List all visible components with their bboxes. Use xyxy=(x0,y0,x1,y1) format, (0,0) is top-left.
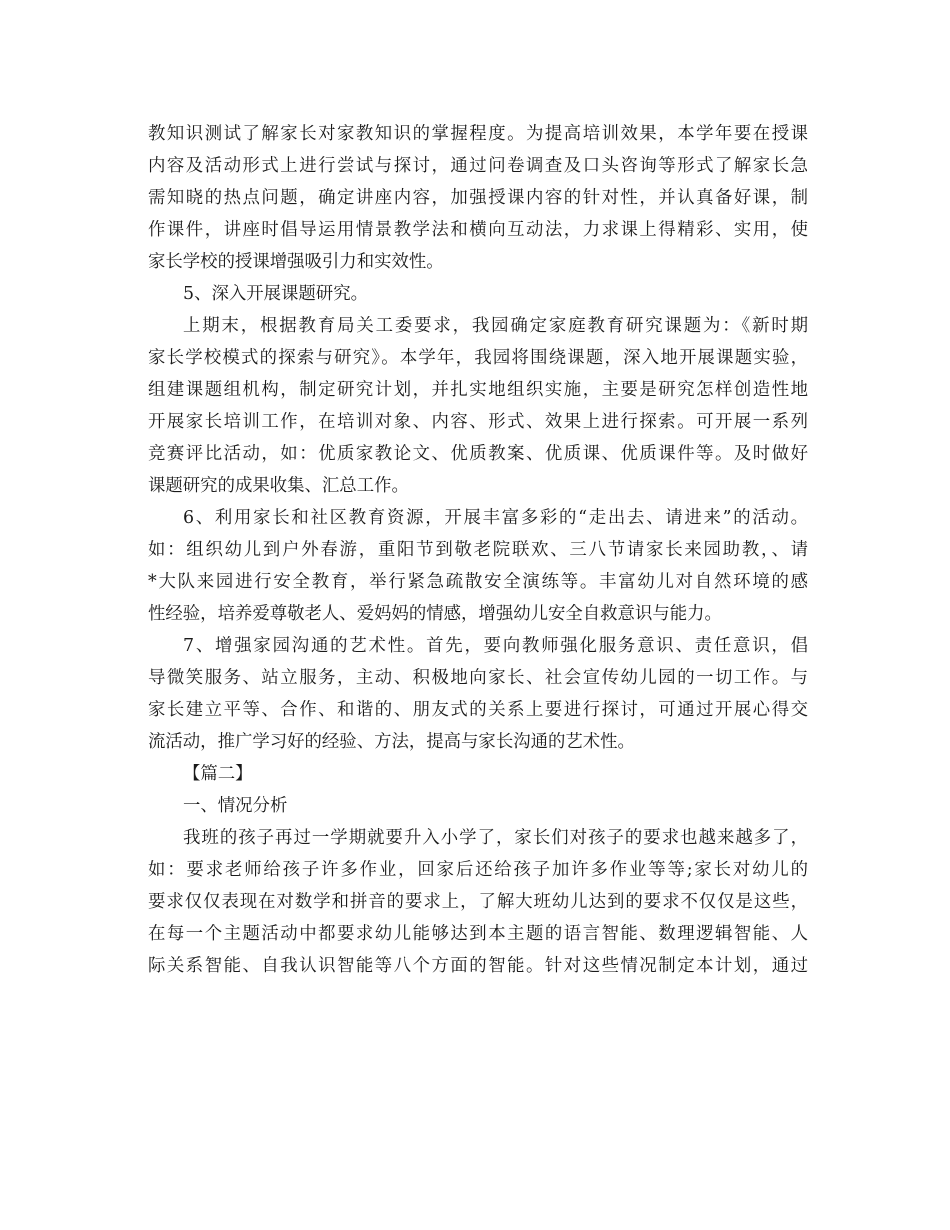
text-line: 开展家长培训工作，在培训对象、内容、形式、效果上进行探索。可开展一系列 xyxy=(148,412,808,432)
text-line: 6、利用家长和社区教育资源，开展丰富多彩的“走出去、请进来”的活动。 xyxy=(183,508,808,528)
text-line: 需知晓的热点问题，确定讲座内容，加强授课内容的针对性，并认真备好课，制 xyxy=(148,188,808,208)
text-line: 如：要求老师给孩子许多作业，回家后还给孩子加许多作业等等;家长对幼儿的 xyxy=(148,860,808,880)
text-line: 在每一个主题活动中都要求幼儿能够达到本主题的语言智能、数理逻辑智能、人 xyxy=(148,924,808,944)
text-line: 要求仅仅表现在对数学和拼音的要求上，了解大班幼儿达到的要求不仅仅是这些， xyxy=(148,892,808,912)
text-line: *大队来园进行安全教育，举行紧急疏散安全演练等。丰富幼儿对自然环境的感 xyxy=(148,572,808,592)
text-line: 流活动，推广学习好的经验、方法，提高与家长沟通的艺术性。 xyxy=(148,732,635,752)
text-line: 家长学校模式的探索与研究》。本学年，我园将围绕课题，深入地开展课题实验， xyxy=(148,348,808,368)
text-line: 性经验，培养爱尊敬老人、爱妈妈的情感，增强幼儿安全自救意识与能力。 xyxy=(148,604,722,624)
text-line: 教知识测试了解家长对家教知识的掌握程度。为提高培训效果，本学年要在授课 xyxy=(148,124,808,144)
text-line: 课题研究的成果收集、汇总工作。 xyxy=(148,476,409,496)
document-body xyxy=(148,118,808,982)
text-line: 上期末，根据教育局关工委要求，我园确定家庭教育研究课题为：《新时期 xyxy=(183,316,808,336)
text-line: 竞赛评比活动，如：优质家教论文、优质教案、优质课、优质课件等。及时做好 xyxy=(148,444,808,464)
text-line: 【篇二】 xyxy=(183,764,253,784)
text-line: 际关系智能、自我认识智能等八个方面的智能。针对这些情况制定本计划，通过 xyxy=(148,956,808,976)
text-line: 7、增强家园沟通的艺术性。首先，要向教师强化服务意识、责任意识，倡 xyxy=(183,636,808,656)
text-line: 导微笑服务、站立服务，主动、积极地向家长、社会宣传幼儿园的一切工作。与 xyxy=(148,668,808,688)
text-line: 家长学校的授课增强吸引力和实效性。 xyxy=(148,252,444,272)
text-line: 家长建立平等、合作、和谐的、朋友式的关系上要进行探讨，可通过开展心得交 xyxy=(148,700,808,720)
text-line: 5、深入开展课题研究。 xyxy=(183,284,368,304)
text-line: 内容及活动形式上进行尝试与探讨，通过问卷调查及口头咨询等形式了解家长急 xyxy=(148,156,808,176)
text-line: 如：组织幼儿到户外春游，重阳节到敬老院联欢、三八节请家长来园助教，、请 xyxy=(148,540,808,560)
text-line: 组建课题组机构，制定研究计划，并扎实地组织实施，主要是研究怎样创造性地 xyxy=(148,380,808,400)
text-line: 作课件，讲座时倡导运用情景教学法和横向互动法，力求课上得精彩、实用，使 xyxy=(148,220,808,240)
text-line: 一、情况分析 xyxy=(183,796,288,816)
text-line: 我班的孩子再过一学期就要升入小学了，家长们对孩子的要求也越来越多了， xyxy=(183,828,808,848)
